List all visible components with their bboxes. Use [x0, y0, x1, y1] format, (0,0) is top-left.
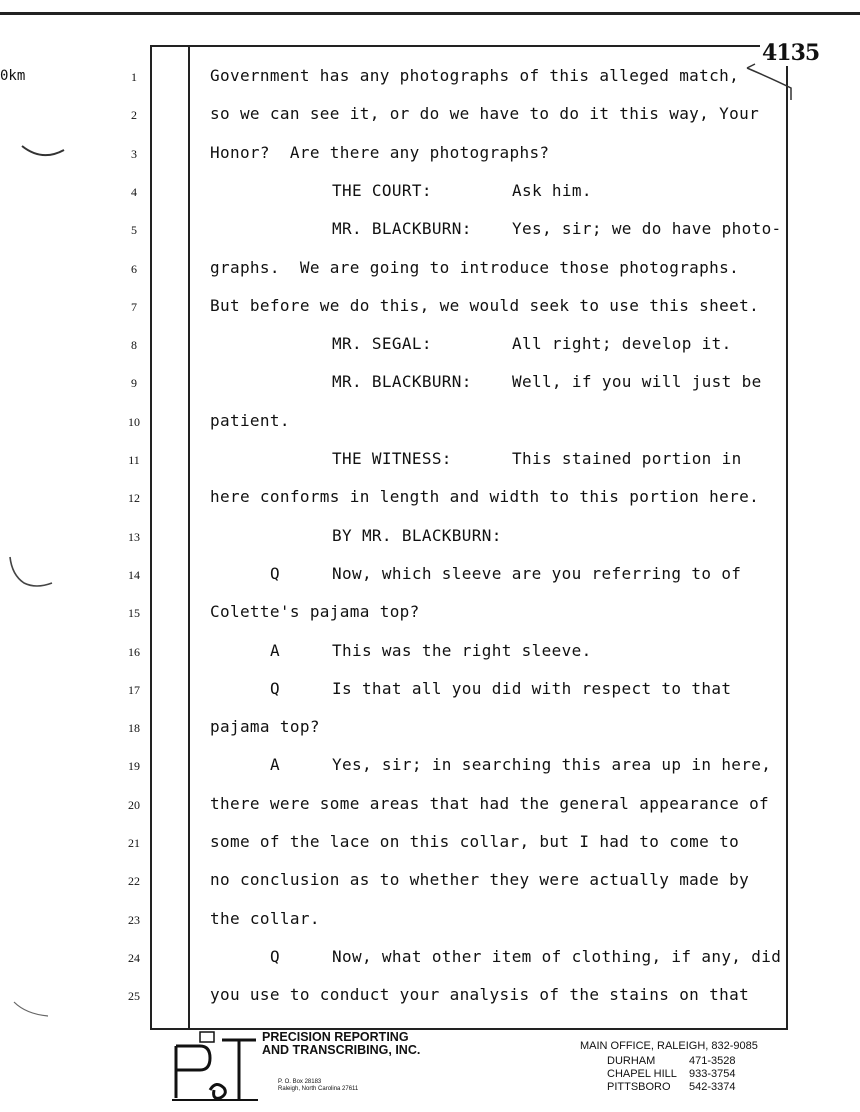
line-number: 14 [128, 567, 140, 582]
line-text: Honor? Are there any photographs? [210, 142, 550, 162]
company-name-line-1: PRECISION REPORTING [262, 1030, 409, 1044]
office-phone: 542-3374 [689, 1081, 736, 1093]
transcript-line [0, 181, 860, 205]
transcript-line [0, 755, 860, 779]
transcript-line [0, 602, 860, 626]
line-text: This stained portion in [512, 449, 742, 468]
office-name: CHAPEL HILL [607, 1068, 677, 1080]
transcript-line [0, 526, 860, 550]
line-number: 6 [131, 261, 137, 276]
line-text: so we can see it, or do we have to do it this way, Your [210, 104, 760, 124]
line-text: All right; develop it. [512, 334, 732, 354]
line-number: 19 [128, 759, 140, 774]
line-number: 25 [128, 989, 140, 1004]
address-line-2: Raleigh, North Carolina 27611 [278, 1086, 359, 1092]
line-number: 1 [131, 70, 137, 84]
transcript-line [0, 258, 860, 282]
transcript-line [0, 104, 860, 128]
line-text: MR. BLACKBURN: [332, 372, 472, 392]
line-text: some of the lace on this collar, but I had to come to [210, 832, 740, 851]
line-number: 20 [128, 797, 140, 812]
line-text: Now, what other item of clothing, if any, did [332, 946, 782, 966]
line-number: 10 [128, 414, 140, 429]
transcript-line [0, 487, 860, 511]
line-text: pajama top? [210, 717, 320, 737]
transcript-line [0, 909, 860, 933]
line-text: Is that all you did with respect to that [332, 678, 732, 698]
transcript-line [0, 870, 860, 894]
line-text: Well, if you will just be [512, 372, 762, 392]
margin-note: 0km [0, 68, 26, 84]
transcript-line [0, 372, 860, 396]
company-address [278, 1079, 358, 1093]
line-number: 4 [131, 184, 137, 199]
line-number: 13 [128, 529, 140, 544]
line-text: Q [270, 563, 280, 583]
line-text: graphs. We are going to introduce those photographs. [210, 257, 740, 277]
company-logo [170, 1030, 260, 1102]
line-text: Government has any photographs of this alleged match, [210, 66, 740, 85]
main-office: MAIN OFFICE, RALEIGH, 832-9085 [580, 1040, 758, 1052]
line-number: 17 [128, 682, 140, 697]
line-text: patient. [210, 410, 290, 430]
line-number: 9 [131, 376, 137, 391]
line-text: here conforms in length and width to this portion here. [210, 487, 760, 507]
line-number: 7 [131, 299, 137, 314]
transcript-line [0, 947, 860, 971]
transcript-line [0, 679, 860, 703]
office-phone: 933-3754 [689, 1068, 736, 1080]
company-name [262, 1031, 420, 1057]
line-number: 22 [128, 874, 140, 889]
line-number: 15 [128, 606, 140, 621]
line-text: Yes, sir; we do have photo- [512, 219, 782, 239]
line-number: 5 [131, 223, 137, 238]
office-phone: 471-3528 [689, 1055, 736, 1067]
line-text: there were some areas that had the general appearance of [210, 793, 770, 813]
transcript-line [0, 143, 860, 167]
line-text: Q [270, 678, 280, 698]
line-number: 12 [128, 491, 140, 506]
line-text: no conclusion as to whether they were actually made by [210, 870, 750, 890]
line-text: Yes, sir; in searching this area up in here, [332, 755, 772, 775]
transcript-line [0, 641, 860, 665]
transcript-line [0, 832, 860, 856]
transcript-line [0, 449, 860, 473]
line-number: 18 [128, 721, 140, 736]
line-text: Now, which sleeve are you referring to of [332, 563, 742, 583]
line-text: This was the right sleeve. [332, 640, 592, 660]
office-name: DURHAM [607, 1055, 656, 1067]
top-rule [0, 12, 860, 15]
line-text: THE WITNESS: [332, 449, 452, 468]
line-text: Q [270, 946, 280, 966]
line-text: MR. BLACKBURN: [332, 219, 472, 239]
transcript-line [0, 794, 860, 818]
transcript-line [0, 411, 860, 435]
line-number: 11 [128, 453, 140, 467]
line-text: MR. SEGAL: [332, 334, 432, 354]
line-number: 21 [128, 836, 140, 850]
page-number: 4135 [762, 40, 820, 66]
line-text: you use to conduct your analysis of the stains on that [210, 985, 750, 1005]
line-number: 24 [128, 950, 140, 965]
company-name-line-2: AND TRANSCRIBING, INC. [262, 1043, 421, 1057]
line-text: BY MR. BLACKBURN: [332, 525, 502, 545]
address-line-1: P. O. Box 28183 [278, 1079, 322, 1085]
transcript-line [0, 66, 860, 90]
line-text: A [270, 755, 280, 775]
line-number: 23 [128, 912, 140, 927]
office-name: PITTSBORO [607, 1081, 671, 1093]
transcript-line [0, 564, 860, 588]
line-text: But before we do this, we would seek to use this sheet. [210, 295, 760, 315]
transcript-line [0, 219, 860, 243]
line-number: 16 [128, 644, 140, 659]
transcript-line [0, 985, 860, 1009]
line-text: Ask him. [512, 180, 592, 200]
line-text: Colette's pajama top? [210, 602, 420, 622]
transcript-line [0, 334, 860, 358]
line-text: the collar. [210, 908, 320, 928]
line-text: A [270, 640, 280, 660]
line-number: 8 [131, 338, 137, 353]
transcript-line [0, 717, 860, 741]
line-number: 3 [131, 146, 137, 161]
line-number: 2 [131, 108, 137, 123]
line-text: THE COURT: [332, 180, 432, 200]
transcript-line [0, 296, 860, 320]
